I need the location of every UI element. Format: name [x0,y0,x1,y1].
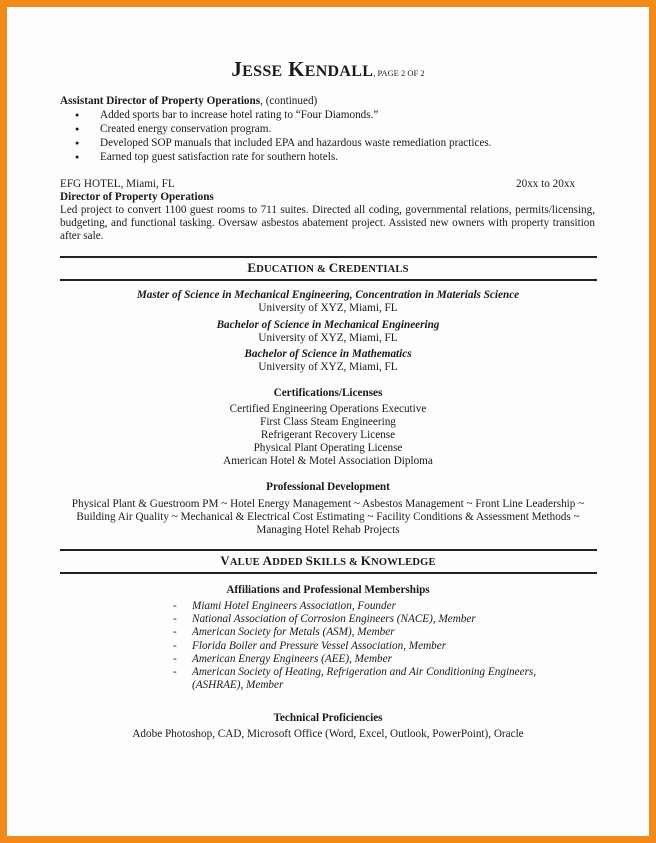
list-item: - National Association of Corrosion Engineers (NACE), Member [173,613,563,626]
efg-employer: EFG HOTEL, Miami, FL [60,178,175,190]
affiliations-list [173,600,563,692]
cert-item: First Class Steam Engineering [260,416,396,428]
list-item: - American Society of Heating, Refrigeration and Air Conditioning Engineers, (ASHRAE), Member [173,666,563,692]
pd-line: Physical Plant & Guestroom PM ~ Hotel Energy Management ~ Asbestos Management ~ Front Line Leadership ~ [71,498,585,510]
degree-3: Bachelor of Science in Mathematics [244,348,412,360]
list-item: - American Society for Metals (ASM), Member [173,626,563,639]
technical-heading: Technical Proficiencies [273,712,383,724]
list-item: - Miami Hotel Engineers Association, Founder [173,600,563,613]
section-divider [60,279,597,281]
list-item: ● Developed SOP manuals that included EPA and hazardous waste remediation practices. [73,136,492,150]
pd-line: Managing Hotel Rehab Projects [256,524,400,536]
affiliations-heading: Affiliations and Professional Memberships [226,584,430,596]
list-item: - Florida Boiler and Pressure Vessel Association, Member [173,640,563,653]
list-item: ● Earned top guest satisfaction rate for southern hotels. [73,150,492,164]
list-item: ● Added sports bar to increase hotel rating to “Four Diamonds.” [73,108,492,122]
section-divider [60,549,597,551]
efg-dates: 20xx to 20xx [516,178,576,190]
cert-item: Physical Plant Operating License [253,442,403,454]
resume-name-header: JESSE KENDALL, PAGE 2 OF 2 [231,57,425,81]
degree-2: Bachelor of Science in Mechanical Engineering [216,319,440,331]
degree-1: Master of Science in Mechanical Engineering, Concentration in Materials Science [136,289,520,301]
certifications-heading: Certifications/Licenses [273,387,383,399]
pd-line: Building Air Quality ~ Mechanical & Electrical Cost Estimating ~ Facility Conditions & Assessment Methods ~ [76,511,580,523]
education-heading: EDUCATION & CREDENTIALS [247,260,409,275]
technical-proficiencies: Adobe Photoshop, CAD, Microsoft Office (Word, Excel, Outlook, PowerPoint), Oracle [132,728,524,740]
cert-item: American Hotel & Motel Association Diploma [223,455,433,467]
degree-2-school: University of XYZ, Miami, FL [258,332,398,344]
section-divider [60,256,597,258]
degree-1-school: University of XYZ, Miami, FL [258,302,398,314]
page-number: , PAGE 2 OF 2 [373,68,425,78]
continued-role-heading: Assistant Director of Property Operations, (continued) [60,95,318,107]
professional-development-heading: Professional Development [266,481,390,493]
skills-heading: VALUE ADDED SKILLS & KNOWLEDGE [220,553,436,568]
cert-item: Refrigerant Recovery License [260,429,396,441]
cert-item: Certified Engineering Operations Executive [229,403,427,415]
resume-page [7,7,649,836]
efg-title: Director of Property Operations [60,191,214,203]
list-item: - American Energy Engineers (AEE), Member [173,653,563,666]
efg-description: Led project to convert 1100 guest rooms to 711 suites. Directed all coding, governmental relations, permits/licensing, budgeting, and functional tasking. Oversaw asbestos abatement project. Assisted new owners with property transition after sale. [60,204,595,242]
continued-role-bullets [73,108,492,164]
list-item: ● Created energy conservation program. [73,122,492,136]
degree-3-school: University of XYZ, Miami, FL [258,361,398,373]
section-divider [60,572,597,574]
